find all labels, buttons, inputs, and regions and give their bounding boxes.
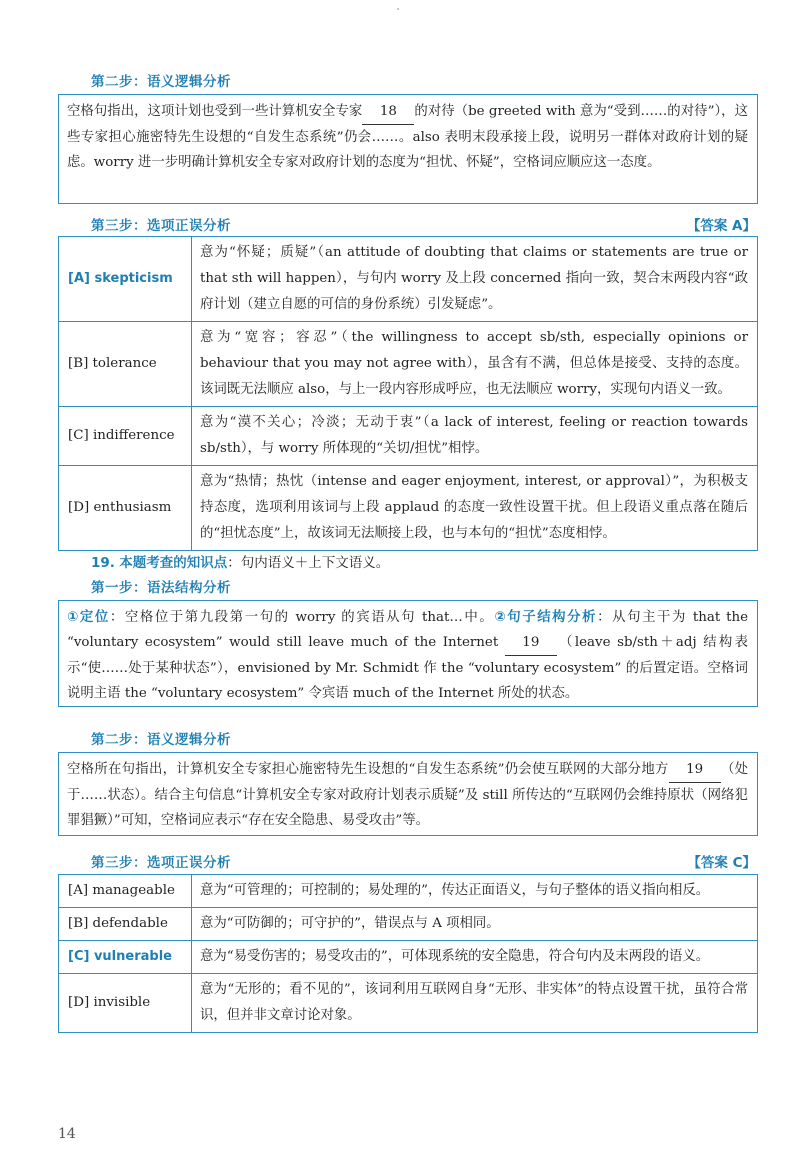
q18-option-a-text: 意为“怀疑；质疑”（an attitude of doubting that claims or statements are true or that sth will happen），与句内 worry 及上段 concerned 指向一致，契合末两段内容“政府计划（建立自愿的可信的身份系统）引发疑虑”。 [192, 237, 758, 322]
q19-heading-rest: ：句内语义＋上下文语义。 [227, 555, 390, 571]
q18-step2-blank: 18 [362, 99, 414, 125]
q19-options-table [58, 874, 758, 1033]
q19-step3-title: 第三步：选项正误分析 [91, 855, 231, 871]
q19-option-d-label: [D] invisible [59, 974, 192, 1033]
q19-option-c-label: [C] vulnerable [59, 941, 192, 974]
q18-option-a-label: [A] skepticism [59, 237, 192, 322]
q18-step2-box [58, 94, 758, 204]
q18-step2-text1: 空格句指出，这项计划也受到一些计算机安全专家 [67, 104, 363, 119]
q19-step1-box [58, 600, 758, 707]
q19-heading [91, 551, 389, 571]
q19-step1-key2: ②句子结构分析 [494, 610, 598, 625]
q18-option-d-label: [D] enthusiasm [59, 466, 192, 551]
q19-option-b-label: [B] defendable [59, 908, 192, 941]
q19-option-c [59, 941, 758, 974]
q19-option-a-label: [A] manageable [59, 875, 192, 908]
q19-step2-text2: （处于……状态）。结合主句信息“计算机安全专家对政府计划表示质疑”及 still 所传达的“互联网仍会维持原状（网络犯罪猖獗）”可知，空格词应表示“存在安全隐患、易受攻击”等。 [67, 762, 748, 828]
q18-option-d [59, 466, 758, 551]
q18-step2-title: 第二步：语义逻辑分析 [91, 74, 231, 90]
q19-step1-text2: ：从句主干为 that the “voluntary ecosystem” would still leave much of the Internet [67, 610, 749, 650]
q18-option-d-text: 意为“热情；热忱（intense and eager enjoyment, interest, or approval）”，为积极支持态度，选项利用该词与上段 applaud 的态度一致性设置干扰。但上段语义重点落在随后的“担忧态度”上，故该词无法顺接上段，也与本句的“担忧”态度相悖。 [192, 466, 758, 551]
q19-option-a [59, 875, 758, 908]
q19-heading-bold: 本题考查的知识点 [119, 555, 228, 571]
q19-answer: 【答案 C】 [687, 855, 756, 871]
q18-step2-text2: 的对待（be greeted with 意为“受到……的对待”），这些专家担心施密特先生设想的“自发生态系统”仍会……。also 表明末段承接上段，说明另一群体对政府计划的疑虑。worry 进一步明确计算机安全专家对政府计划的态度为“担忧、怀疑”，空格词应顺应这一态度。 [67, 104, 748, 170]
q19-step1-blank: 19 [505, 630, 557, 656]
q18-option-b [59, 322, 758, 407]
q19-option-c-text: 意为“易受伤害的；易受攻击的”，可体现系统的安全隐患，符合句内及末两段的语义。 [192, 941, 758, 974]
q18-option-c-text: 意为“漠不关心；冷淡；无动于衷”（a lack of interest, feeling or reaction towards sb/sth），与 worry 所体现的“关切/担忧”相悖。 [192, 407, 758, 466]
q19-option-a-text: 意为“可管理的；可控制的；易处理的”，传达正面语义，与句子整体的语义指向相反。 [192, 875, 758, 908]
q19-option-d [59, 974, 758, 1033]
q19-option-d-text: 意为“无形的；看不见的”，该词利用互联网自身“无形、非实体”的特点设置干扰，虽符合常识，但并非文章讨论对象。 [192, 974, 758, 1033]
q18-option-b-text: 意为“宽容；容忍”（the willingness to accept sb/sth, especially opinions or behaviour that you may not agree with），虽含有不满，但总体是接受、支持的态度。该词既无法顺应 also，与上一段内容形成呼应，也无法顺应 worry，实现句内语义一致。 [192, 322, 758, 407]
q18-step3-title: 第三步：选项正误分析 [91, 218, 231, 234]
q18-option-b-label: [B] tolerance [59, 322, 192, 407]
q18-options-table [58, 236, 758, 551]
q19-step1-text1: ：空格位于第九段第一句的 worry 的宾语从句 that…中。 [109, 610, 495, 625]
q19-step2-blank: 19 [669, 757, 721, 783]
q19-step1-title: 第一步：语法结构分析 [91, 580, 231, 596]
q19-option-b [59, 908, 758, 941]
q18-option-a [59, 237, 758, 322]
q18-option-c [59, 407, 758, 466]
q19-step1-text3: （leave sb/sth＋adj 结构表示“使……处于某种状态”），envisioned by Mr. Schmidt 作 the “voluntary ecosystem” 的后置定语。空格词说明主语 the “voluntary ecosystem” 令宾语 much of the Internet 所处的状态。 [67, 635, 748, 701]
scan-dot [397, 8, 399, 10]
q19-step2-title: 第二步：语义逻辑分析 [91, 732, 231, 748]
q19-option-b-text: 意为“可防御的；可守护的”，错误点与 A 项相同。 [192, 908, 758, 941]
q19-step2-box [58, 752, 758, 836]
q19-step2-text1: 空格所在句指出，计算机安全专家担心施密特先生设想的“自发生态系统”仍会使互联网的大部分地方 [67, 762, 669, 777]
q19-number: 19. [91, 555, 115, 571]
q18-answer: 【答案 A】 [686, 218, 756, 234]
page-number: 14 [58, 1126, 76, 1142]
q19-step1-key1: ①定位 [67, 610, 110, 625]
q18-option-c-label: [C] indifference [59, 407, 192, 466]
